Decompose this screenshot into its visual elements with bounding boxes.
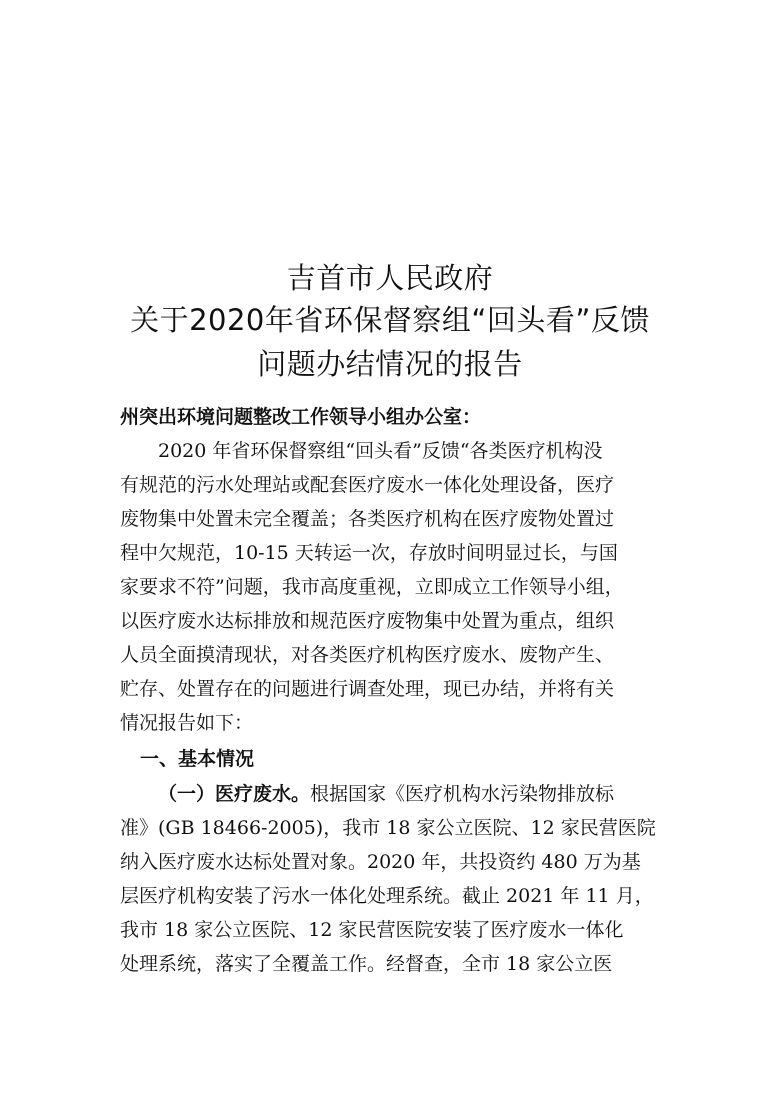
- intro-line: 2020 年省环保督察组“回头看”反馈“各类医疗机构没: [158, 440, 603, 462]
- subsection-line: 层医疗机构安装了污水一体化处理系统。截止 2021 年 11 月，: [120, 885, 654, 907]
- document-title-line-2: 关于2020年省环保督察组“回头看”反馈: [130, 303, 650, 337]
- subsection-first-line: [120, 777, 665, 811]
- document-title-line-1: 吉首市人民政府: [286, 261, 494, 295]
- intro-line: 贮存、处置存在的问题进行调查处理，现已办结，并将有关: [120, 678, 615, 700]
- subsection-label: （一）医疗废水。: [158, 783, 311, 805]
- intro-line: 程中欠规范，10-15 天转运一次，存放时间明显过长，与国: [120, 542, 618, 564]
- intro-line: 有规范的污水处理站或配套医疗废水一体化处理设备，医疗: [120, 474, 615, 496]
- addressee: 州突出环境问题整改工作领导小组办公室：: [120, 406, 482, 428]
- document-title-line-3: 问题办结情况的报告: [257, 347, 523, 381]
- subsection-line: 准》(GB 18466-2005)，我市 18 家公立医院、12 家民营医院: [120, 817, 656, 839]
- section-heading: 一、基本情况: [140, 748, 255, 770]
- intro-paragraph: [120, 434, 665, 740]
- intro-line: 废物集中处置未完全覆盖；各类医疗机构在医疗废物处置过: [120, 508, 615, 530]
- subsection-line: 处理系统，落实了全覆盖工作。经督查，全市 18 家公立医: [120, 953, 613, 975]
- subsection-line: 我市 18 家公立医院、12 家民营医院安装了医疗废水一体化: [120, 919, 624, 941]
- subsection-paragraph: [120, 777, 665, 981]
- subsection-line: 纳入医疗废水达标处置对象。2020 年，共投资约 480 万为基: [120, 851, 641, 873]
- intro-line: 情况报告如下：: [120, 712, 254, 734]
- intro-line: 以医疗废水达标排放和规范医疗废物集中处置为重点，组织: [120, 610, 615, 632]
- intro-line: 人员全面摸清现状，对各类医疗机构医疗废水、废物产生、: [120, 644, 615, 666]
- subsection-first-line-text: 根据国家《医疗机构水污染物排放标: [310, 783, 615, 805]
- intro-line: 家要求不符”问题，我市高度重视，立即成立工作领导小组，: [120, 576, 624, 598]
